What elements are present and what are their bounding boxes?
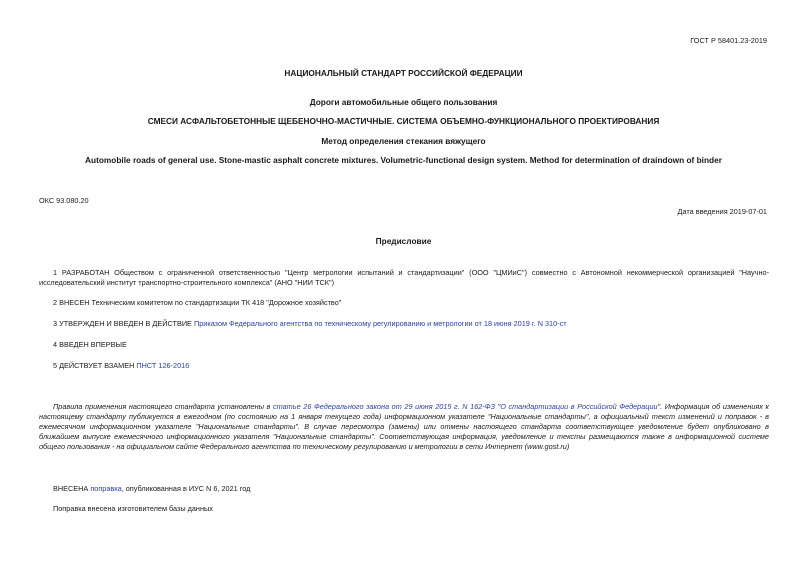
amendment-link[interactable]: поправка — [90, 484, 122, 493]
federal-law-link[interactable]: статье 26 Федерального закона от 29 июня 2015 г. N 162-ФЗ — [272, 402, 496, 411]
preface-item-3 — [39, 319, 769, 329]
method-title: Метод определения стекания вяжущего — [321, 136, 486, 146]
preface-item-3-text: 3 УТВЕРЖДЕН И ВВЕДЕН В ДЕЙСТВИЕ — [53, 319, 194, 328]
introduction-date: Дата введения 2019-07-01 — [677, 207, 767, 216]
preface-item-1: 1 РАЗРАБОТАН Обществом с ограниченной ответственностью "Центр метрологии испытаний и стандартизации" (ООО "ЦМИиС") совместно с Автономной некоммерческой организацией "Научно-исследовательский институт транспортно-строительного комплекса" (АНО "НИИ ТСК") — [39, 268, 769, 287]
rules-text-1: Правила применения настоящего стандарта установлены в — [53, 402, 273, 411]
document-code: ГОСТ Р 58401.23-2019 — [690, 36, 767, 45]
rules-paragraph — [39, 402, 769, 452]
amendment-prefix: ВНЕСЕНА — [53, 484, 91, 493]
preface-heading: Предисловие — [375, 236, 432, 246]
order-link[interactable]: Приказом Федерального агентства по техническому регулированию и метрологии от 18 июня 2019 г. N 310-ст — [193, 319, 567, 328]
oks-code: ОКС 93.080.20 — [39, 196, 89, 205]
preface-item-5 — [39, 361, 769, 371]
rules-text-2: " — [495, 402, 501, 411]
preface-item-2: 2 ВНЕСЕН Техническим комитетом по стандартизации ТК 418 "Дорожное хозяйство" — [53, 298, 342, 307]
preface-item-5-text: 5 ДЕЙСТВУЕТ ВЗАМЕН — [53, 361, 137, 370]
amendment-note: Поправка внесена изготовителем базы данных — [53, 504, 213, 513]
preface-item-4: 4 ВВЕДЕН ВПЕРВЫЕ — [53, 340, 127, 349]
subject-title: Дороги автомобильные общего пользования — [309, 97, 498, 107]
amendment-line — [39, 484, 769, 494]
english-title: Automobile roads of general use. Stone-mastic asphalt concrete mixtures. Volumetric-functional design system. Method for determination of draindown of binder — [85, 155, 722, 165]
amendment-suffix: , опубликованная в ИУС N 6, 2021 год — [121, 484, 251, 493]
pnst-link[interactable]: ПНСТ 126-2016 — [136, 361, 190, 370]
rules-text-3: ". Информация об изменениях к настоящему стандарту публикуется в ежегодном (по состоянию на 1 января текущего года) информационном указателе "Национальные стандарты", а официальный текст изменений и поправок - в ежемесячном информационном указателе "Национальные стандарты". В случае пересмотра (замены) или отмены настоящего стандарта соответствующее уведомление будет опубликовано в ближайшем выпуске ежемесячного информационного указателя "Национальные стандарты". Соответствующая информация, уведомление и тексты размещаются также в информационной системе общего пользования - на официальном сайте Федерального агентства по техническому регулированию и метрологии в сети Интернет (www.gost.ru) — [39, 402, 769, 451]
standardization-law-link[interactable]: О стандартизации в Российской Федерации — [500, 402, 658, 411]
standard-title: НАЦИОНАЛЬНЫЙ СТАНДАРТ РОССИЙСКОЙ ФЕДЕРАЦИИ — [284, 68, 523, 78]
main-title: СМЕСИ АСФАЛЬТОБЕТОННЫЕ ЩЕБЕНОЧНО-МАСТИЧНЫЕ. СИСТЕМА ОБЪЕМНО-ФУНКЦИОНАЛЬНОГО ПРОЕКТИРОВАНИЯ — [147, 116, 660, 126]
